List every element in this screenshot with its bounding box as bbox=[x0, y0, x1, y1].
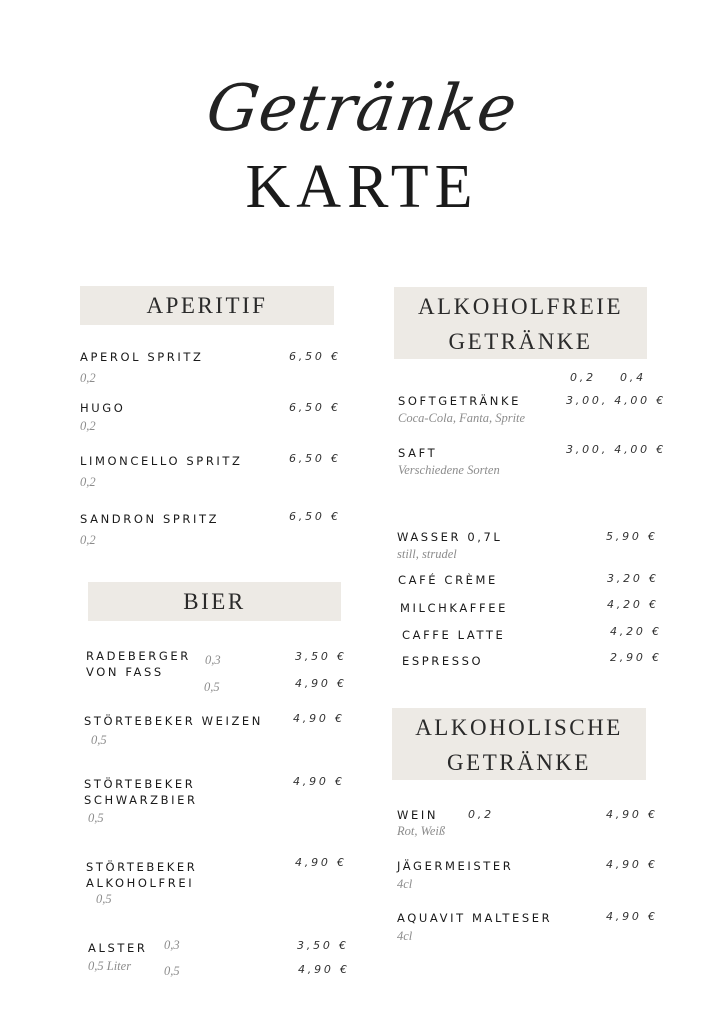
wein-size: 0,2 bbox=[468, 808, 494, 821]
aperitif-item-name: APEROL SPRITZ bbox=[80, 350, 204, 364]
wein-desc: Rot, Weiß bbox=[397, 824, 446, 838]
milchkaffee-price: 4,20 € bbox=[607, 598, 659, 611]
aperitif-item-name: LIMONCELLO SPRITZ bbox=[80, 454, 243, 468]
radeberger-name: RADEBERGER bbox=[86, 649, 191, 663]
saft-desc: Verschiedene Sorten bbox=[398, 463, 500, 477]
alster-name: ALSTER bbox=[88, 941, 148, 955]
schwarzbier-price: 4,90 € bbox=[293, 775, 345, 788]
saft-price: 3,00, 4,00 € bbox=[566, 443, 667, 456]
aperitif-item-name: HUGO bbox=[80, 401, 126, 415]
caffe-latte-name: CAFFE LATTE bbox=[402, 628, 506, 642]
aperitif-item-size: 0,2 bbox=[80, 475, 96, 489]
softgetraenke-desc: Coca-Cola, Fanta, Sprite bbox=[398, 411, 526, 425]
aperitif-item-name: SANDRON SPRITZ bbox=[80, 512, 220, 526]
cafe-creme-name: CAFÉ CRÈME bbox=[398, 573, 498, 587]
aperitif-item-size: 0,2 bbox=[80, 371, 96, 385]
alster-price-large: 4,90 € bbox=[298, 963, 350, 976]
cafe-creme-price: 3,20 € bbox=[607, 572, 659, 585]
aquavit-desc: 4cl bbox=[397, 929, 413, 943]
wasser-name: WASSER 0,7L bbox=[397, 530, 503, 544]
title-main: KARTE bbox=[245, 153, 479, 221]
bier-heading: BIER bbox=[88, 582, 341, 621]
espresso-price: 2,90 € bbox=[610, 651, 662, 664]
wasser-desc: still, strudel bbox=[397, 547, 457, 561]
aquavit-price: 4,90 € bbox=[606, 910, 658, 923]
alster-size-large: 0,5 bbox=[164, 964, 180, 978]
alkoholfreie-heading-line1: ALKOHOLFREIE bbox=[417, 294, 624, 319]
alkoholfrei-beer-name: ALKOHOLFREI bbox=[86, 876, 195, 890]
jaegermeister-name: JÄGERMEISTER bbox=[397, 859, 514, 873]
radeberger-name: VON FASS bbox=[86, 665, 164, 679]
softgetraenke-name: SOFTGETRÄNKE bbox=[398, 394, 521, 408]
size-header-small: 0,2 bbox=[570, 371, 596, 384]
alkoholfrei-beer-name: STÖRTEBEKER bbox=[86, 860, 198, 874]
schwarzbier-size: 0,5 bbox=[88, 811, 104, 825]
alster-size-note: 0,5 Liter bbox=[88, 959, 132, 973]
saft-name: SAFT bbox=[398, 446, 438, 460]
weizen-size: 0,5 bbox=[91, 733, 107, 747]
radeberger-size-small: 0,3 bbox=[205, 653, 221, 667]
alkoholfreie-heading-line2: GETRÄNKE bbox=[448, 329, 593, 354]
milchkaffee-name: MILCHKAFFEE bbox=[400, 601, 508, 615]
radeberger-price-small: 3,50 € bbox=[295, 650, 347, 663]
alkoholische-heading-line2: GETRÄNKE bbox=[447, 750, 591, 775]
alkoholfrei-beer-price: 4,90 € bbox=[295, 856, 347, 869]
wein-price: 4,90 € bbox=[606, 808, 658, 821]
aperitif-item-size: 0,2 bbox=[80, 533, 96, 547]
jaegermeister-desc: 4cl bbox=[397, 877, 413, 891]
alster-size-small: 0,3 bbox=[164, 938, 180, 952]
alkoholische-heading-line1: ALKOHOLISCHE bbox=[415, 715, 623, 740]
schwarzbier-name: STÖRTEBEKER bbox=[84, 777, 196, 791]
alkoholische-heading bbox=[392, 708, 646, 780]
wasser-price: 5,90 € bbox=[606, 530, 658, 543]
radeberger-size-large: 0,5 bbox=[204, 680, 220, 694]
aperitif-item-size: 0,2 bbox=[80, 419, 96, 433]
aperitif-item-price: 6,50 € bbox=[289, 401, 341, 414]
caffe-latte-price: 4,20 € bbox=[610, 625, 662, 638]
aquavit-name: AQUAVIT MALTESER bbox=[397, 911, 553, 925]
schwarzbier-name: SCHWARZBIER bbox=[84, 793, 198, 807]
alkoholfreie-heading bbox=[394, 287, 647, 359]
size-header-large: 0,4 bbox=[620, 371, 646, 384]
alster-price-small: 3,50 € bbox=[297, 939, 349, 952]
softgetraenke-price: 3,00, 4,00 € bbox=[566, 394, 667, 407]
wein-name: WEIN bbox=[397, 808, 439, 822]
alkoholfrei-beer-size: 0,5 bbox=[96, 892, 112, 906]
espresso-name: ESPRESSO bbox=[402, 654, 484, 668]
aperitif-item-price: 6,50 € bbox=[289, 510, 341, 523]
title-script: Getränke bbox=[202, 72, 522, 146]
aperitif-item-price: 6,50 € bbox=[289, 452, 341, 465]
weizen-name: STÖRTEBEKER WEIZEN bbox=[84, 714, 264, 728]
weizen-price: 4,90 € bbox=[293, 712, 345, 725]
aperitif-heading: APERITIF bbox=[80, 286, 334, 325]
jaegermeister-price: 4,90 € bbox=[606, 858, 658, 871]
aperitif-item-price: 6,50 € bbox=[289, 350, 341, 363]
radeberger-price-large: 4,90 € bbox=[295, 677, 347, 690]
